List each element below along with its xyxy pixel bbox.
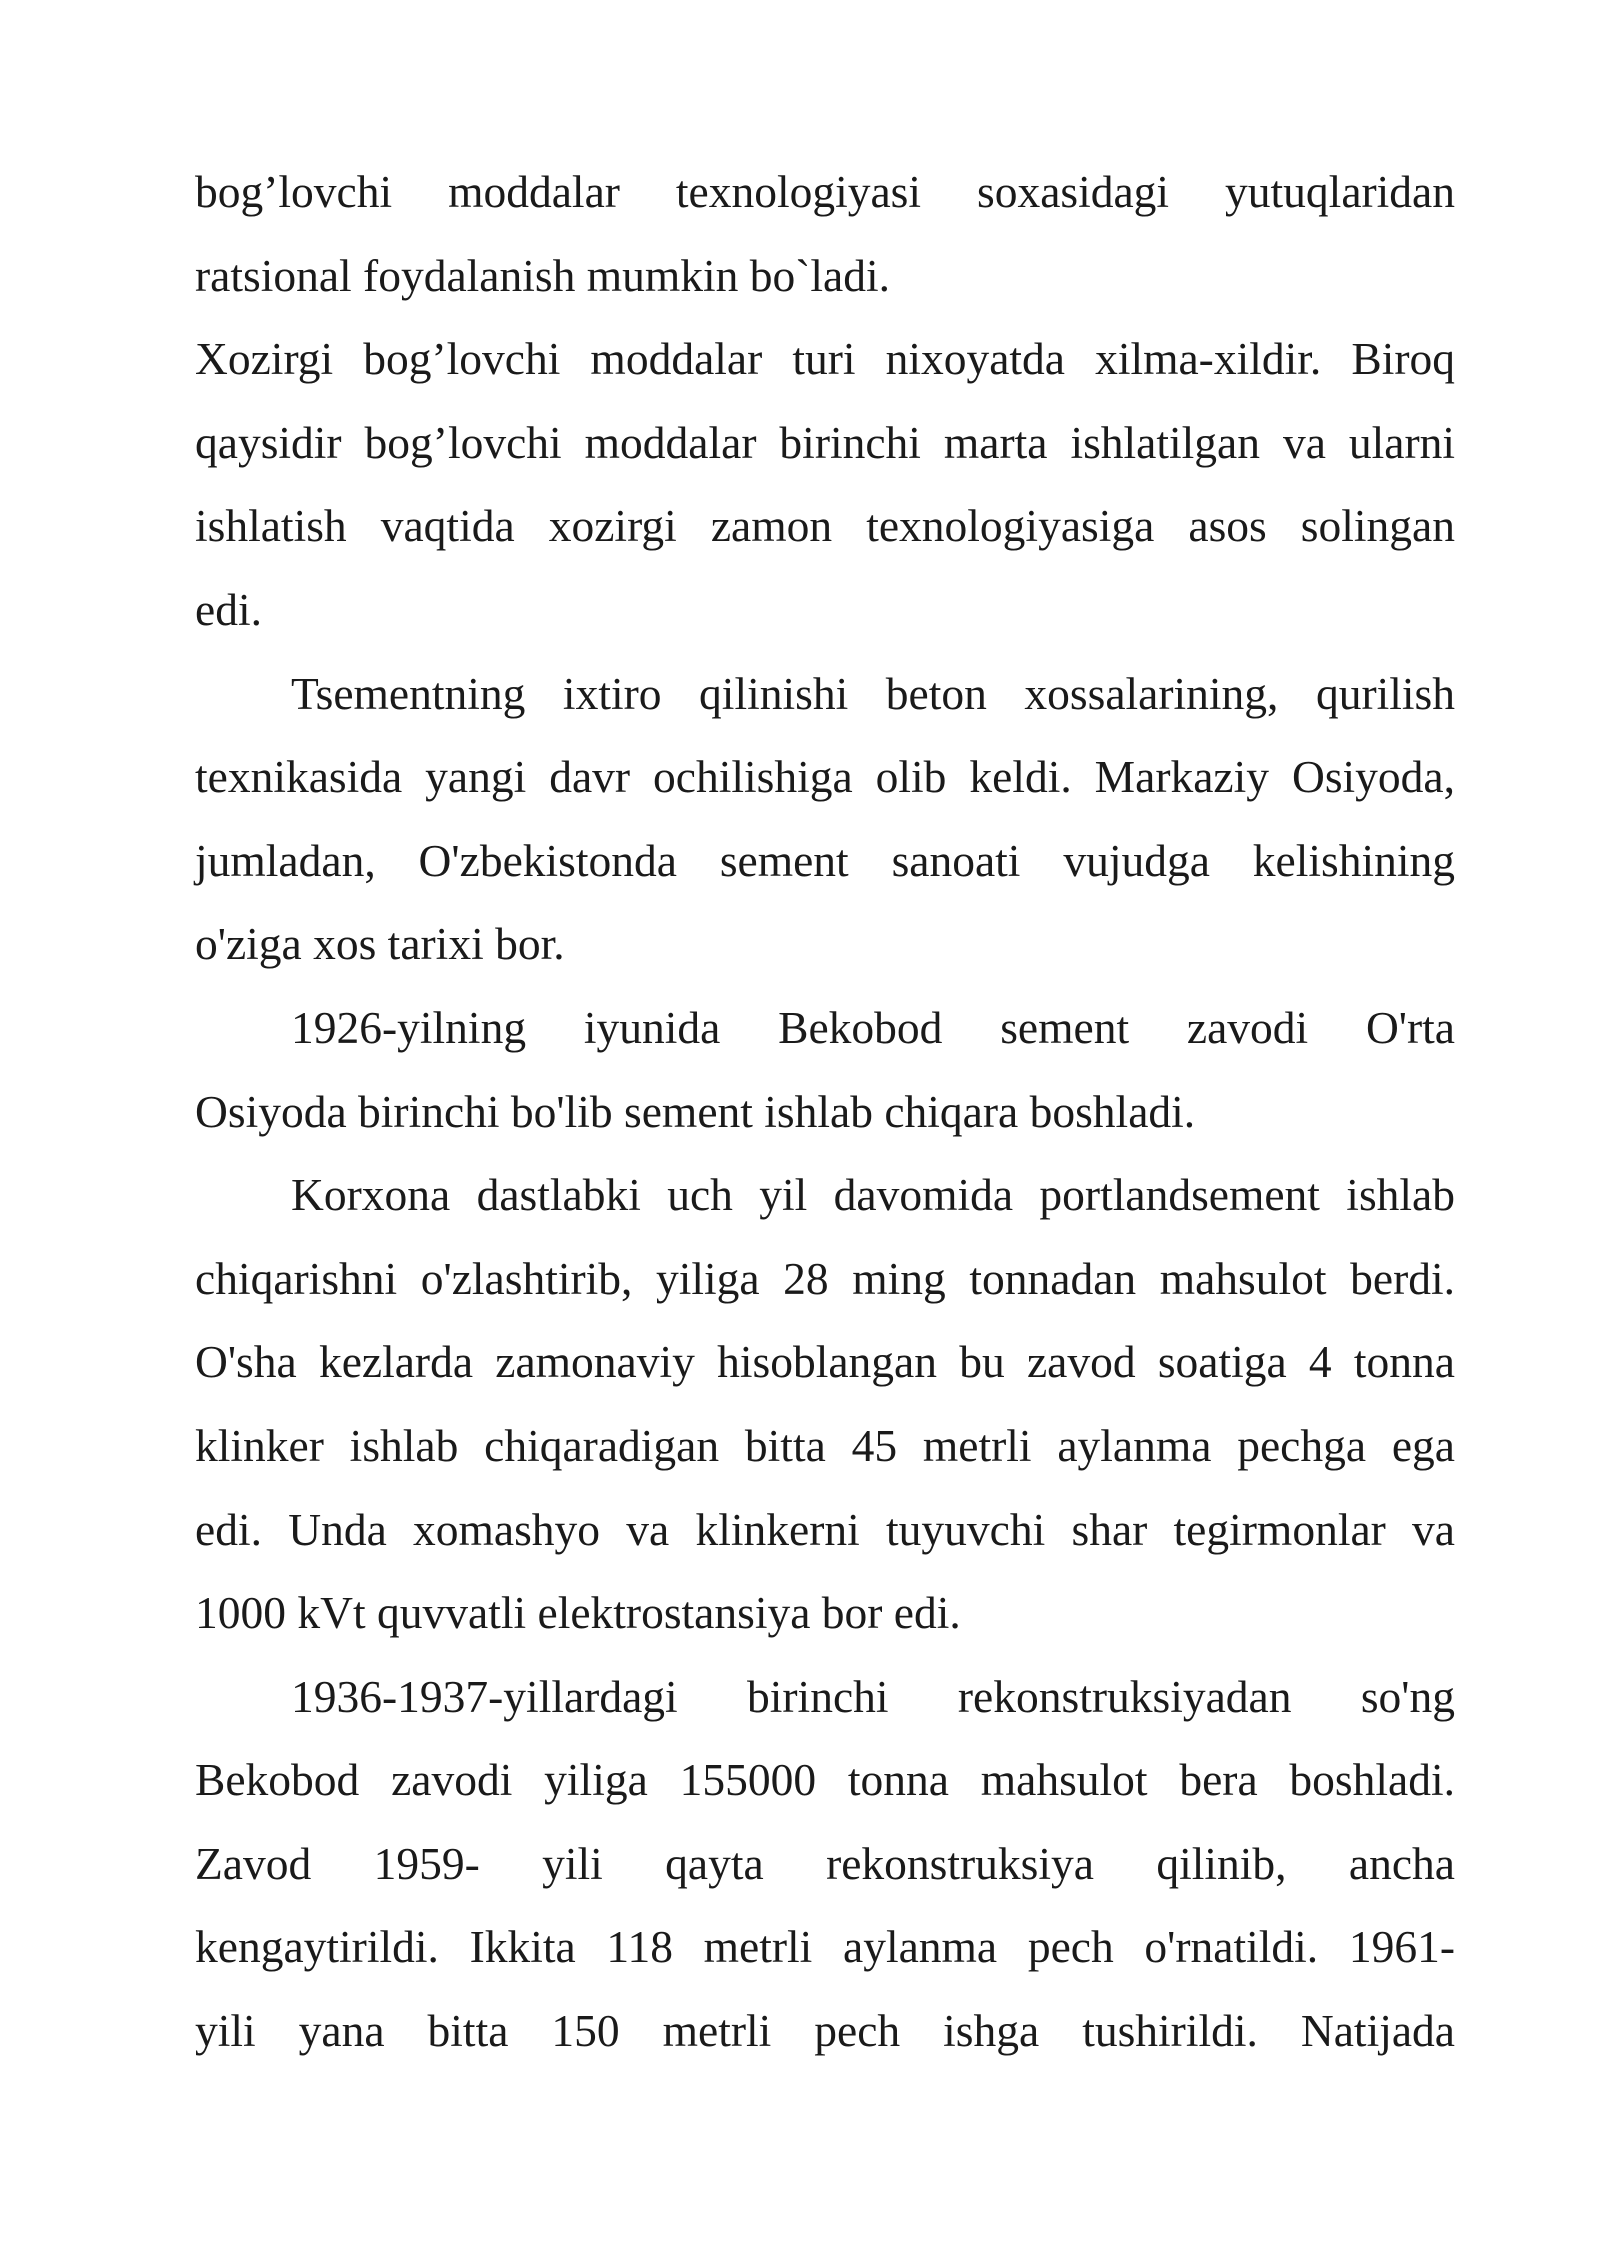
text-line: jumladan, O'zbekistonda sement sanoati vujudga kelishining <box>195 834 1455 886</box>
paragraph <box>195 1153 1455 1655</box>
text-line: klinker ishlab chiqaradigan bitta 45 metrli aylanma pechga ega <box>195 1419 1455 1471</box>
document-page <box>195 150 1455 2073</box>
text-line: kengaytirildi. Ikkita 118 metrli aylanma pech o'rnatildi. 1961- <box>195 1921 1455 1973</box>
text-line: Osiyoda birinchi bo'lib sement ishlab chiqara boshladi. <box>195 1085 1196 1137</box>
paragraph <box>195 652 1455 986</box>
text-line: Tsementning ixtiro qilinishi beton xossalarining, qurilish <box>291 667 1455 719</box>
text-line: o'ziga xos tarixi bor. <box>195 918 565 970</box>
text-line: O'sha kezlarda zamonaviy hisoblangan bu zavod soatiga 4 tonna <box>195 1336 1455 1388</box>
paragraph <box>195 150 1455 317</box>
text-line: 1936-1937-yillardagi birinchi rekonstruksiyadan so'ng <box>291 1670 1455 1722</box>
text-line: edi. <box>195 583 262 635</box>
text-line: yili yana bitta 150 metrli pech ishga tushirildi. Natijada <box>195 2005 1455 2057</box>
text-line: 1000 kVt quvvatli elektrostansiya bor edi. <box>195 1587 961 1639</box>
text-line: ratsional foydalanish mumkin bo`ladi. <box>195 249 891 301</box>
text-line: Zavod 1959- yili qayta rekonstruksiya qilinib, ancha <box>195 1837 1455 1889</box>
text-line: 1926-yilning iyunida Bekobod sement zavodi O'rta <box>291 1001 1455 1053</box>
text-line: ishlatish vaqtida xozirgi zamon texnologiyasiga asos solingan <box>195 500 1455 552</box>
text-line: bog’lovchi moddalar texnologiyasi soxasidagi yutuqlaridan <box>195 166 1455 217</box>
paragraph <box>195 986 1455 1153</box>
text-line: texnikasida yangi davr ochilishiga olib keldi. Markaziy Osiyoda, <box>195 751 1455 803</box>
paragraph <box>195 1655 1455 2073</box>
text-line: chiqarishni o'zlashtirib, yiliga 28 ming tonnadan mahsulot berdi. <box>195 1252 1455 1304</box>
paragraph <box>195 317 1455 651</box>
text-line: edi. Unda xomashyo va klinkerni tuyuvchi shar tegirmonlar va <box>195 1503 1455 1555</box>
text-line: Bekobod zavodi yiliga 155000 tonna mahsulot bera boshladi. <box>195 1754 1455 1806</box>
text-line: Xozirgi bog’lovchi moddalar turi nixoyatda xilma-xildir. Biroq <box>195 333 1455 385</box>
document-body <box>195 150 1455 2073</box>
text-line: qaysidir bog’lovchi moddalar birinchi marta ishlatilgan va ularni <box>195 416 1455 468</box>
text-line: Korxona dastlabki uch yil davomida portlandsement ishlab <box>291 1169 1455 1221</box>
